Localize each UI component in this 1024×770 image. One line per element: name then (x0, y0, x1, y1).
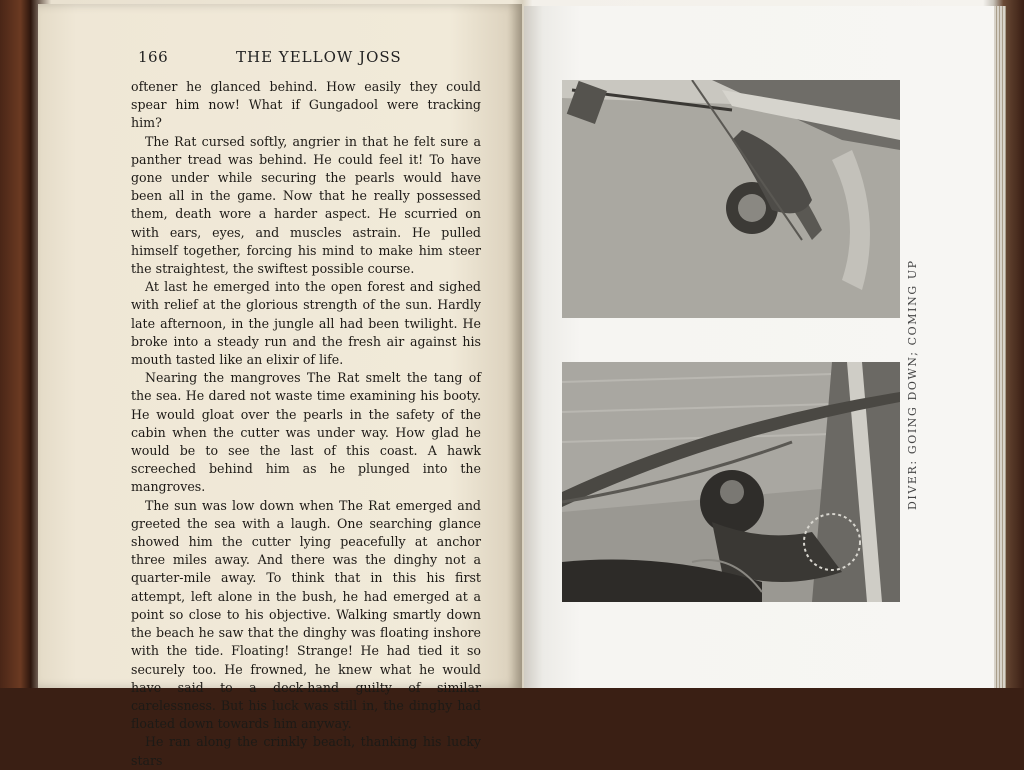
body-text (131, 78, 481, 770)
photo-diver-going-down (562, 362, 900, 602)
paragraph: He ran along the crinkly beach, thanking his lucky stars (131, 734, 481, 768)
photo-diver-coming-up (562, 80, 900, 318)
caption-text: DIVER: GOING DOWN; COMING UP (906, 259, 919, 510)
paragraph: oftener he glanced behind. How easily they could spear him now! What if Gungadool were tracking him? (131, 79, 481, 131)
photo-caption (906, 210, 928, 510)
paragraph: The sun was low down when The Rat emerged and greeted the sea with a laugh. One searching glance showed him the cutter lying peacefully at anchor three miles away. And there was the dinghy not a quarter-mile away. To think that in this his first attempt, left alone in the bush, he had emerged at a point so close to his objective. Walking smartly down the beach he saw that the dinghy was floating inshore with the tide. Floating! Strange! He had tied it so securely too. He frowned, he knew what he would have said to a deck-hand guilty of similar carelessness. But his luck was still in, the dinghy had floated down towards him anyway. (131, 497, 481, 732)
page-edges (994, 6, 1006, 688)
page-header (138, 48, 488, 70)
photo-diver-coming-up-illustration (562, 80, 900, 318)
running-title: THE YELLOW JOSS (236, 48, 402, 66)
paragraph: At last he emerged into the open forest and sighed with relief at the glorious strength of the sun. Hardly late afternoon, in the jungle all had been twilight. He broke into a steady run and the fresh air against his mouth tasted like an elixir of life. (131, 279, 481, 368)
page-number: 166 (138, 48, 169, 66)
paragraph: Nearing the mangroves The Rat smelt the tang of the sea. He dared not waste time examining his booty. He would gloat over the pearls in the safety of the cabin when the cutter was under way. How glad he would be to see the last of this coast. A hawk screeched behind him as he plunged into the mangroves. (131, 370, 481, 495)
paragraph: The Rat cursed softly, angrier in that he felt sure a panther tread was behind. He could feel it! To have gone under while securing the pearls would have been all in the game. Now that he really possessed them, death wore a harder aspect. He scurried on with ears, eyes, and muscles astrain. He pulled himself together, forcing his mind to make him steer the straightest, the swiftest possible course. (131, 133, 481, 277)
photo-diver-going-down-illustration (562, 362, 900, 602)
